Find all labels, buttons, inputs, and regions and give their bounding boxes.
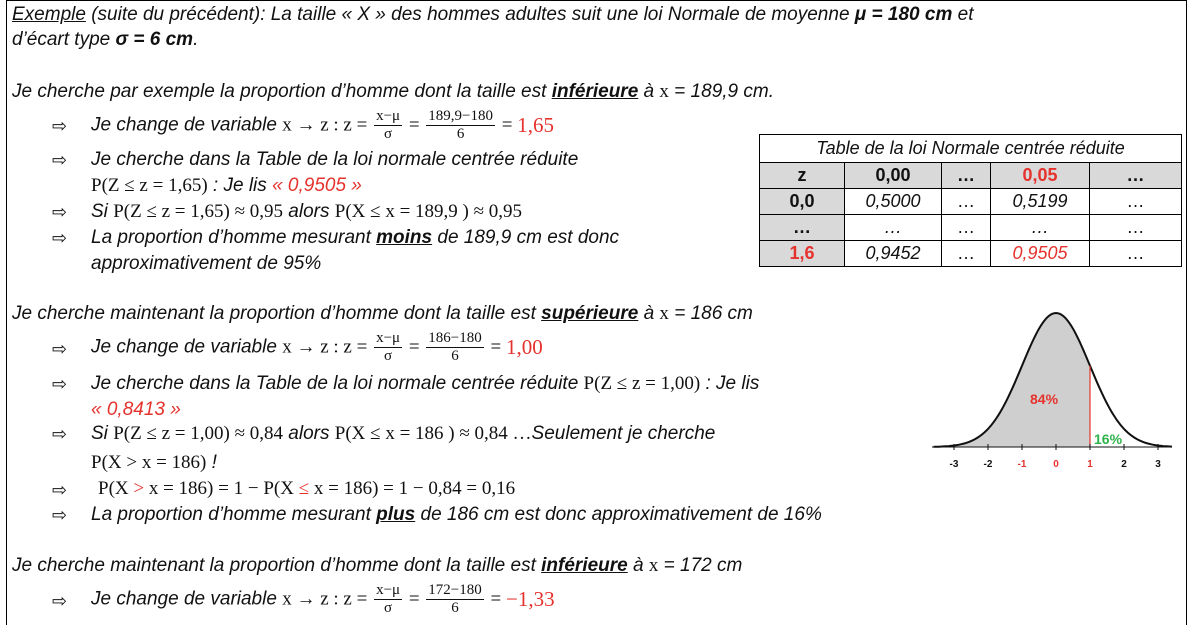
- arrow-bullet-icon: ⇨: [52, 424, 68, 445]
- axis-ticks: [950, 444, 1162, 470]
- table-header-cell: 0,05: [991, 163, 1090, 189]
- mean-value: μ = 180 cm: [854, 4, 953, 25]
- arrow-bullet-icon: ⇨: [52, 339, 68, 360]
- part1-bullet-3: Si P(Z ≤ z = 1,65) ≈ 0,95 alors P(X ≤ x = 189,9 ) ≈ 0,95: [91, 201, 523, 222]
- table-cell: 1,6: [760, 241, 845, 267]
- fraction: $\frac{172-180}{6}$: [428, 582, 482, 616]
- arrow-bullet-icon: ⇨: [52, 480, 68, 501]
- table-header-cell: z: [760, 163, 845, 189]
- arrow-bullet-icon: ⇨: [52, 116, 68, 137]
- table-cell: 0,9505: [991, 241, 1090, 267]
- part3-bullet-1: Je change de variable x → z : z = $\frac{x-\mu}{\sigma}$ = $\frac{172-180}{6}$ = −1,33: [91, 582, 555, 616]
- fraction: $\frac{x-\mu}{\sigma}$: [376, 108, 401, 142]
- axis-tick-label: -1: [1017, 459, 1027, 470]
- table-cell: …: [942, 241, 991, 267]
- table-cell: …: [845, 215, 942, 241]
- axis-tick-label: 2: [1121, 459, 1127, 470]
- part1-heading: Je cherche par exemple la proportion d’homme dont la taille est inférieure à x = 189,9 cm.: [12, 81, 774, 102]
- table-cell: …: [942, 215, 991, 241]
- table-cell: 0,5199: [991, 189, 1090, 215]
- arrow-bullet-icon: ⇨: [52, 505, 68, 526]
- part2-bullet-5: La proportion d’homme mesurant plus de 186 cm est donc approximativement de 16%: [91, 504, 822, 525]
- part2-bullet-4: P(X > x = 186) = 1 − P(X ≤ x = 186) = 1 − 0,84 = 0,16: [98, 478, 516, 499]
- part2-bullet-2: Je cherche dans la Table de la loi normale centrée réduite P(Z ≤ z = 1,00) : Je lis: [91, 373, 760, 394]
- part2-bullet-1: Je change de variable x → z : z = $\frac{x-\mu}{\sigma}$ = $\frac{186-180}{6}$ = 1,00: [91, 330, 543, 364]
- part1-bullet-1: Je change de variable x → z : z = $\frac{x-\mu}{\sigma}$ = $\frac{189,9-180}{6}$ = 1,65: [91, 108, 554, 142]
- table-cell: …: [1090, 241, 1182, 267]
- part2-bullet-2-line2: [91, 399, 181, 421]
- keyword-moins: moins: [376, 227, 433, 248]
- example-label: Exemple: [12, 4, 86, 25]
- arrow-bullet-icon: ⇨: [52, 591, 68, 612]
- fraction: $\frac{186-180}{6}$: [428, 330, 482, 364]
- table-row: [760, 215, 1182, 241]
- fraction: $\frac{x-\mu}{\sigma}$: [376, 582, 401, 616]
- fraction: $\frac{189,9-180}{6}$: [428, 108, 494, 142]
- part1-bullet-2-line2: P(Z ≤ z = 1,65) : Je lis « 0,9505 »: [91, 175, 362, 196]
- keyword-inferieure: inférieure: [541, 555, 628, 576]
- table-header-row: [760, 163, 1182, 189]
- keyword-inferieure: inférieure: [551, 81, 639, 102]
- table-cell: …: [1090, 215, 1182, 241]
- normal-curve-graph: [930, 300, 1172, 476]
- table-cell: …: [942, 189, 991, 215]
- keyword-plus: plus: [376, 504, 416, 525]
- axis-tick-label: -2: [983, 459, 993, 470]
- table-cell: 0,5000: [845, 189, 942, 215]
- part2-bullet-3: Si P(Z ≤ z = 1,00) ≈ 0,84 alors P(X ≤ x = 186 ) ≈ 0,84 …Seulement je cherche: [91, 423, 716, 444]
- arrow-bullet-icon: ⇨: [52, 202, 68, 223]
- part1-bullet-2: Je cherche dans la Table de la loi normale centrée réduite: [91, 149, 579, 170]
- axis-tick-label: 0: [1053, 459, 1059, 470]
- part2-bullet-3-line2: P(X > x = 186) !: [91, 452, 217, 473]
- table-row: [760, 241, 1182, 267]
- part1-bullet-4-line2: approximativement de 95%: [91, 253, 322, 274]
- intro-line-2: d’écart type σ = 6 cm.: [12, 29, 199, 50]
- table-row: [760, 189, 1182, 215]
- axis-tick-label: -3: [949, 459, 959, 470]
- table-header-cell: …: [942, 163, 991, 189]
- part1-bullet-4: La proportion d’homme mesurant moins de 189,9 cm est donc: [91, 227, 620, 248]
- axis-tick-label: 3: [1155, 459, 1161, 470]
- right-percentage: 16%: [1094, 431, 1123, 447]
- intro-line-1: Exemple (suite du précédent): La taille « X » des hommes adultes suit une loi Normale de moyenne μ = 180 cm et: [12, 4, 974, 25]
- table-cell: …: [760, 215, 845, 241]
- z-result: 1,65: [517, 113, 554, 137]
- arrow-bullet-icon: ⇨: [52, 374, 68, 395]
- keyword-superieure: supérieure: [541, 303, 639, 324]
- z-result: 1,00: [505, 335, 543, 359]
- table-cell: …: [1090, 189, 1182, 215]
- table-cell: …: [991, 215, 1090, 241]
- table-cell: 0,0: [760, 189, 845, 215]
- table-caption: Table de la loi Normale centrée réduite: [760, 135, 1182, 163]
- table-reading: « 0,8413 »: [91, 399, 181, 420]
- shaded-area-84: [934, 313, 1090, 447]
- arrow-bullet-icon: ⇨: [52, 228, 68, 249]
- normal-table: [759, 134, 1182, 267]
- table-cell: 0,9452: [845, 241, 942, 267]
- fraction: $\frac{x-\mu}{\sigma}$: [376, 330, 401, 364]
- table-reading: « 0,9505 »: [272, 175, 362, 196]
- part2-heading: Je cherche maintenant la proportion d’homme dont la taille est supérieure à x = 186 cm: [12, 303, 753, 324]
- z-result: −1,33: [505, 587, 555, 611]
- part3-heading: Je cherche maintenant la proportion d’homme dont la taille est inférieure à x = 172 cm: [12, 555, 743, 576]
- table-header-cell: …: [1090, 163, 1182, 189]
- left-percentage: 84%: [1030, 391, 1059, 407]
- table-header-cell: 0,00: [845, 163, 942, 189]
- std-value: σ = 6 cm: [115, 29, 194, 50]
- axis-tick-label: 1: [1087, 459, 1093, 470]
- arrow-bullet-icon: ⇨: [52, 150, 68, 171]
